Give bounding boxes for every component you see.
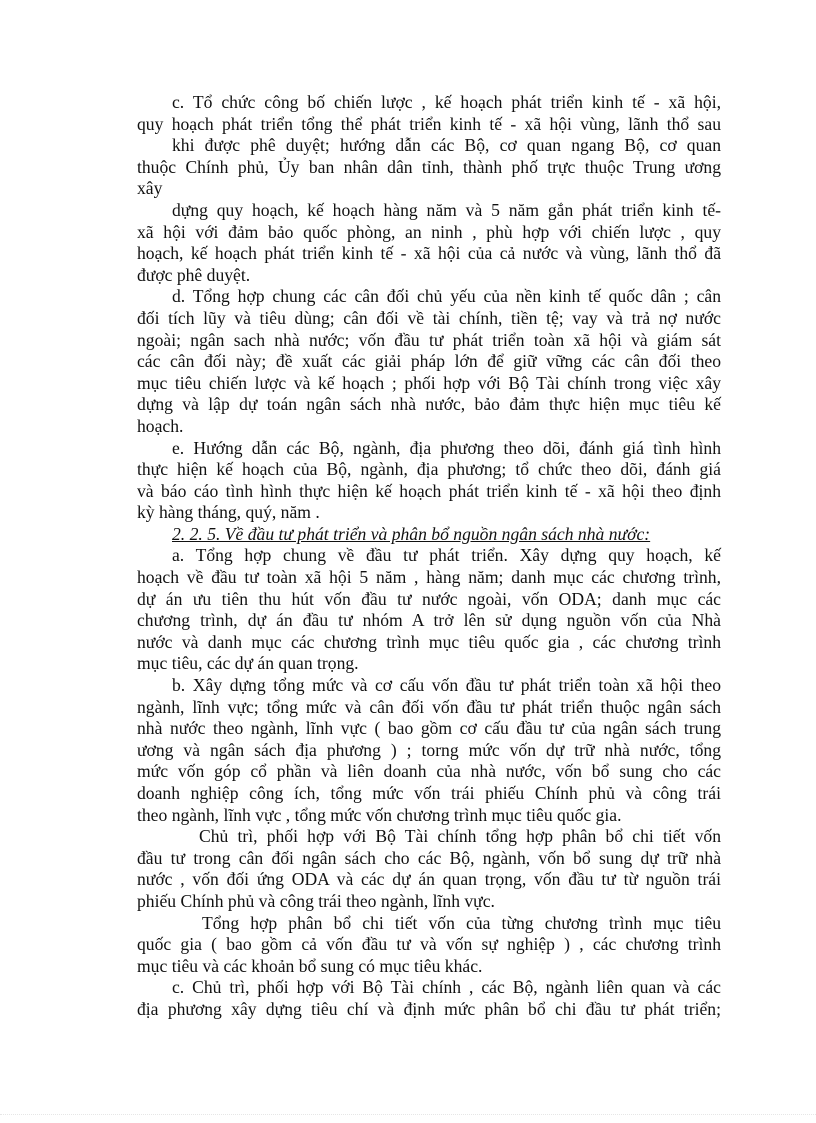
text-line: hoạch. [137, 415, 184, 436]
text-line: dựng và lập dự toán ngân sách nhà nước, bảo đảm thực hiện mục tiêu kế [137, 394, 721, 415]
text-line: Tổng hợp phân bổ chi tiết vốn của từng chương trình mục tiêu [202, 912, 721, 933]
text-line: quốc gia ( bao gồm cả vốn đầu tư và vốn sự nghiệp ) , các chương trình [137, 934, 721, 955]
text-line: phiếu Chính phủ và công trái theo ngành, lĩnh vực. [137, 890, 495, 911]
text-line: chương trình, dự án đầu tư nhóm A trở lên sử dụng nguồn vốn của Nhà [137, 610, 721, 631]
text-line: mức vốn góp cổ phần và liên doanh của nhà nước, vốn bổ sung cho các [137, 761, 721, 782]
text-line: thuộc Chính phủ, Ủy ban nhân dân tỉnh, thành phố trực thuộc Trung ương [137, 156, 721, 177]
text-line: mục tiêu, các dự án quan trọng. [137, 653, 359, 674]
text-line: ngành, lĩnh vực; tổng mức và cân đối vốn đầu tư phát triển thuộc ngân sách [137, 696, 721, 717]
text-line: doanh nghiệp công ích, tổng mức vốn trái phiếu Chính phủ và công trái [137, 783, 721, 803]
page-bottom-rule [0, 1114, 816, 1115]
text-line: nước và danh mục các chương trình mục tiêu quốc gia , các chương trình [137, 631, 721, 652]
text-line: nước , vốn đối ứng ODA và các dự án quan trọng, vốn đầu tư từ nguồn trái [137, 869, 721, 890]
text-line: b. Xây dựng tổng mức và cơ cấu vốn đầu tư phát triển toàn xã hội theo [172, 675, 721, 696]
text-line: quy hoạch phát triển tổng thể phát triển kinh tế - xã hội vùng, lãnh thổ sau [137, 113, 721, 134]
text-line: xã hội với đảm bảo quốc phòng, an ninh , phù hợp với chiến lược , quy [137, 221, 721, 242]
text-line: a. Tổng hợp chung về đầu tư phát triển. Xây dựng quy hoạch, kế [172, 545, 721, 566]
text-line: Chủ trì, phối hợp với Bộ Tài chính tổng hợp phân bổ chi tiết vốn [199, 826, 721, 847]
text-line: hoạch về đầu tư toàn xã hội 5 năm , hàng năm; danh mục các chương trình, [137, 567, 721, 588]
text-line: thực hiện kế hoạch của Bộ, ngành, địa phương; tổ chức theo dõi, đánh giá [137, 459, 721, 480]
text-line: dự án ưu tiên thu hút vốn đầu tư nước ngoài, vốn ODA; danh mục các [137, 588, 721, 609]
text-line: ương và ngân sách địa phương ) ; torng mức vốn dự trữ nhà nước, tổng [137, 739, 721, 760]
text-line: ngoài; ngân sach nhà nước; vốn đầu tư phát triển toàn xã hội và giám sát [137, 329, 721, 350]
text-line: c. Tổ chức công bố chiến lược , kế hoạch phát triển kinh tế - xã hội, [172, 92, 721, 112]
text-line: e. Hướng dẫn các Bộ, ngành, địa phương theo dõi, đánh giá tình hình [172, 437, 721, 458]
text-line: theo ngành, lĩnh vực , tổng mức vốn chương trình mục tiêu quốc gia. [137, 804, 622, 825]
text-line: mục tiêu và các khoản bổ sung có mục tiêu khác. [137, 955, 483, 976]
document-body [137, 92, 721, 1021]
text-line: đầu tư trong cân đối ngân sách cho các Bộ, ngành, vốn bổ sung dự trữ nhà [137, 847, 721, 868]
text-line: c. Chủ trì, phối hợp với Bộ Tài chính , các Bộ, ngành liên quan và các [172, 977, 721, 998]
text-line: d. Tổng hợp chung các cân đối chủ yếu của nền kinh tế quốc dân ; cân [172, 286, 721, 307]
text-line: mục tiêu chiến lược và kế hoạch ; phối hợp với Bộ Tài chính trong việc xây [137, 372, 721, 393]
section-heading: 2. 2. 5. Về đầu tư phát triển và phân bổ nguồn ngân sách nhà nước: [172, 523, 651, 544]
text-line: địa phương xây dựng tiêu chí và định mức phân bổ chi đầu tư phát triển; [137, 998, 721, 1019]
text-line: đối tích lũy và tiêu dùng; cân đối về tài chính, tiền tệ; vay và trả nợ nước [137, 307, 721, 328]
text-line: hoạch, kế hoạch phát triển kinh tế - xã hội của cả nước và vùng, lãnh thổ đã [137, 243, 721, 264]
text-line: được phê duyệt. [137, 264, 251, 285]
text-line: nhà nước theo ngành, lĩnh vực ( bao gồm cơ cấu đầu tư của ngân sách trung [137, 718, 721, 739]
text-line: dựng quy hoạch, kế hoạch hàng năm và 5 năm gắn phát triển kinh tế- [172, 199, 721, 220]
text-line: khi được phê duyệt; hướng dẫn các Bộ, cơ quan ngang Bộ, cơ quan [172, 135, 721, 156]
text-line: kỳ hàng tháng, quý, năm . [137, 502, 320, 523]
text-line: các cân đối này; đề xuất các giải pháp lớn để giữ vững các cân đối theo [137, 351, 721, 372]
text-line: xây [137, 178, 163, 199]
text-line: và báo cáo tình hình thực hiện kế hoạch phát triển kinh tế - xã hội theo định [137, 480, 721, 501]
